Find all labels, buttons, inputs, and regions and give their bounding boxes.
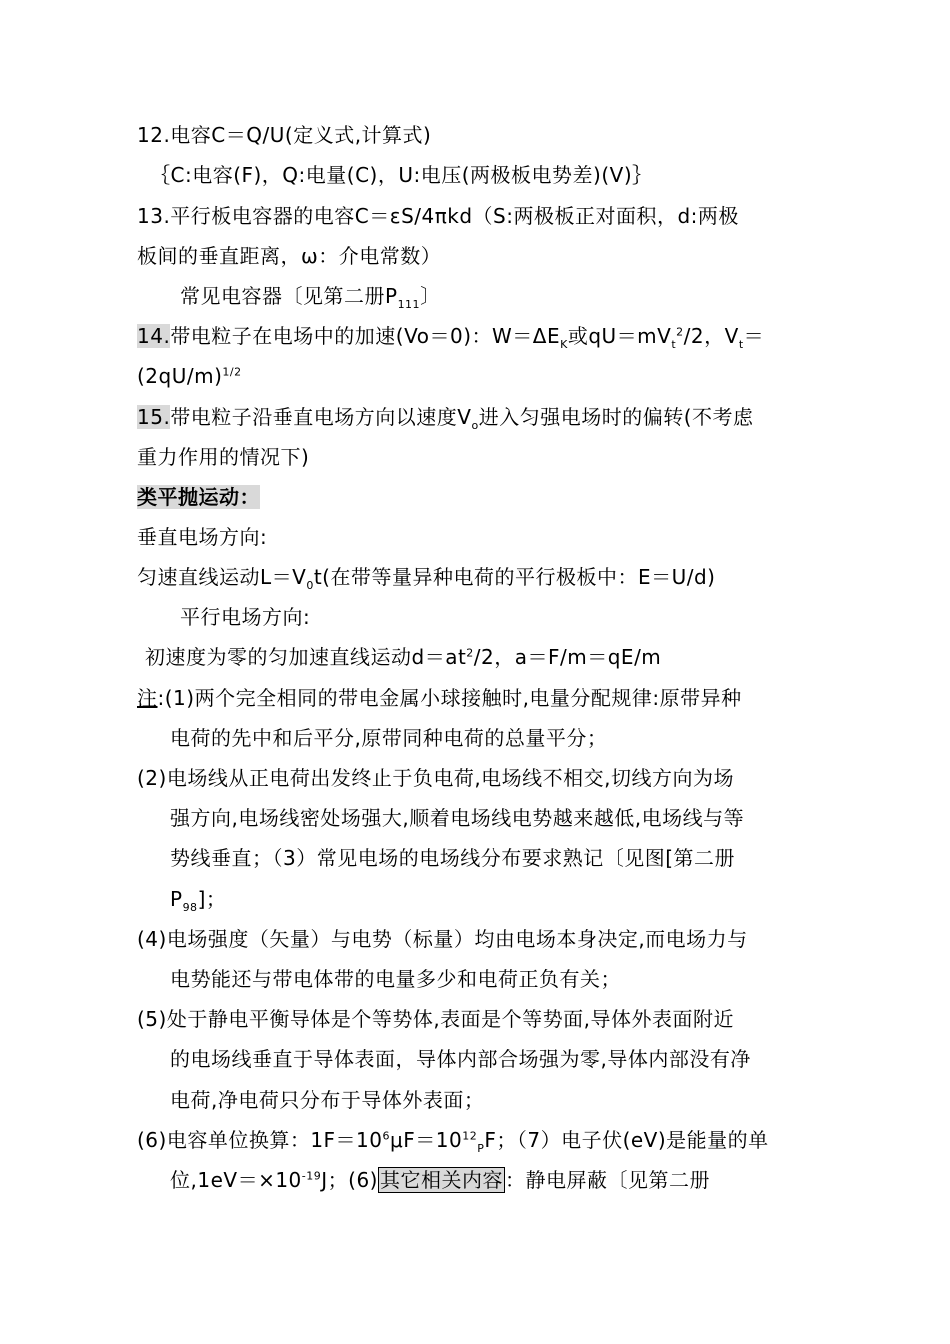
text: /2，V (683, 324, 739, 348)
note-5 (137, 1007, 734, 1031)
section-heading (137, 485, 260, 509)
note-1-continued (170, 726, 607, 750)
page-ref-sub: 111 (397, 298, 421, 311)
text: F；（7）电子伏(eV)是能量的单 (484, 1128, 769, 1152)
note-4 (137, 927, 748, 951)
line-parallel-direction (180, 605, 310, 629)
text: (5)处于静电平衡导体是个等势体,表面是个等势面,导体外表面附近 (137, 1007, 735, 1031)
text: 进入匀强电场时的偏转(不考虑 (478, 405, 754, 429)
sub-0: 0 (306, 579, 314, 592)
line-15-deflection (137, 405, 754, 432)
text: 13.平行板电容器的电容C＝εS/4πkd（S:两极板正对面积，d:两极 (137, 204, 739, 228)
line-uniform-motion (137, 565, 716, 592)
note-label: 注 (137, 686, 158, 710)
text: (4)电场强度（矢量）与电势（标量）均由电场本身决定,而电场力与 (137, 927, 748, 951)
text: 或qU＝mV (567, 324, 672, 348)
note-2-continued-3 (170, 887, 227, 914)
line-13-parallel-plate (137, 204, 739, 228)
heading-text: 类平抛运动： (137, 485, 260, 509)
text: 板间的垂直距离，ω：介电常数） (137, 244, 442, 268)
line-common-capacitors (180, 284, 441, 311)
line-15-continued (137, 445, 309, 469)
note-5-continued (170, 1047, 751, 1071)
sub-o: o (471, 419, 479, 432)
note-5-continued-2 (170, 1088, 484, 1112)
text: 〕 (420, 284, 441, 308)
note-1 (137, 686, 742, 710)
note-2-continued (170, 806, 744, 830)
text: 带电粒子在电场中的加速(Vo＝0)：W＝ΔE (170, 324, 561, 348)
note-6-continued (170, 1168, 710, 1192)
line-13-continued (137, 244, 441, 268)
text: P (170, 887, 183, 911)
line-accelerated-motion (145, 645, 661, 669)
sup-half: 1/2 (222, 365, 242, 379)
text: ｛C:电容(F)，Q:电量(C)，U:电压(两极板电势差)(V)｝ (150, 163, 653, 187)
text: 常见电容器〔见第二册P (180, 284, 398, 308)
text: 12.电容C＝Q/U(定义式,计算式) (137, 123, 432, 147)
sup-neg19: -19 (301, 1169, 322, 1183)
sup-2: 2 (466, 646, 474, 660)
text: 的电场线垂直于导体表面，导体内部合场强为零,导体内部没有净 (170, 1047, 751, 1071)
text: 重力作用的情况下) (137, 445, 310, 469)
sub-p: P (477, 1142, 485, 1155)
note-2-continued-2 (170, 846, 735, 870)
note-4-continued (170, 967, 621, 991)
text: J；(6) (321, 1168, 378, 1192)
page-ref-sub: 98 (182, 901, 198, 914)
note-6 (137, 1128, 769, 1155)
text: 强方向,电场线密处场强大,顺着电场线电势越来越低,电场线与等 (170, 806, 745, 830)
text: 势线垂直；（3）常见电场的电场线分布要求熟记〔见图[第二册 (170, 846, 736, 870)
text: 电势能还与带电体带的电量多少和电荷正负有关； (170, 967, 621, 991)
text: 垂直电场方向: (137, 525, 268, 549)
boxed-term: 其它相关内容 (379, 1168, 503, 1192)
item-number: 15. (137, 405, 171, 429)
text: t(在带等量异种电荷的平行极板中：E＝U/d) (313, 565, 716, 589)
text: ＝ (743, 324, 765, 348)
text: 位,1eV＝×10 (170, 1168, 302, 1192)
text: 初速度为零的匀加速直线运动d＝at (145, 645, 467, 669)
text: :(1)两个完全相同的带电金属小球接触时,电量分配规律:原带异种 (157, 686, 742, 710)
note-2 (137, 766, 734, 790)
text: ]； (197, 887, 227, 911)
line-14-continued (137, 364, 242, 388)
text: μF＝10 (390, 1128, 463, 1152)
item-number: 14. (137, 324, 171, 348)
text: 电荷,净电荷只分布于导体外表面； (170, 1088, 485, 1112)
line-perpendicular-direction (137, 525, 267, 549)
text: /2，a＝F/m＝qE/m (473, 645, 662, 669)
line-12-capacitance (137, 123, 431, 147)
sup-2: 2 (676, 325, 684, 339)
text: 带电粒子沿垂直电场方向以速度V (170, 405, 472, 429)
sub-t: t (671, 338, 677, 351)
text: (6)电容单位换算：1F＝10 (137, 1128, 383, 1152)
line-14-acceleration (137, 324, 765, 351)
line-capacitance-units (150, 163, 653, 187)
text: (2)电场线从正电荷出发终止于负电荷,电场线不相交,切线方向为场 (137, 766, 735, 790)
sup-6: 6 (382, 1129, 391, 1143)
sub-t: t (738, 338, 744, 351)
text: 平行电场方向: (180, 605, 311, 629)
text: (2qU/m) (137, 364, 223, 388)
sup-12: 12 (462, 1129, 478, 1143)
text: 匀速直线运动L＝V (137, 565, 307, 589)
text: 电荷的先中和后平分,原带同种电荷的总量平分； (170, 726, 608, 750)
text: ：静电屏蔽〔见第二册 (504, 1168, 710, 1192)
sub-k: K (560, 338, 568, 351)
